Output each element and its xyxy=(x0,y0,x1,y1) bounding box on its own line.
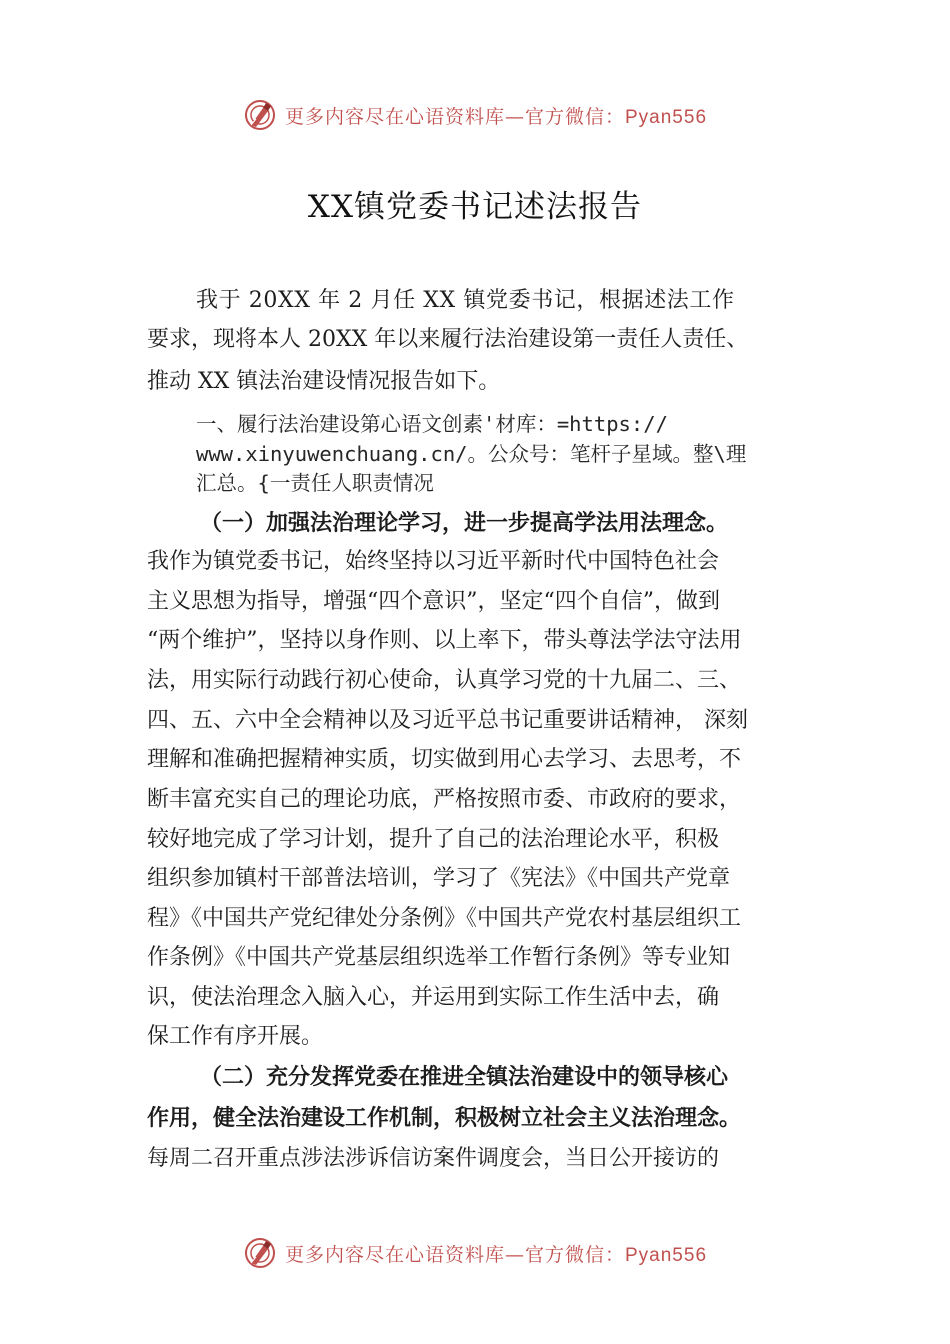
banner-wechat-label: 官方微信： xyxy=(524,1243,625,1266)
banner-wechat-id: Pyan556 xyxy=(625,1244,708,1266)
body-line: 推动 XX 镇法治建设情况报告如下。 xyxy=(147,369,501,394)
body-line: 法，用实际行动践行初心使命，认真学习党的十九届二、三、 xyxy=(147,668,742,693)
body-line: 作条例》《中国共产党基层组织选举工作暂行条例》等专业知 xyxy=(147,945,731,970)
body-line-mono: www.xinyuwenchuang.cn/。公众号：笔杆子星域。整\理 xyxy=(196,442,747,466)
header-banner xyxy=(0,95,950,135)
pen-nib-logo-icon xyxy=(243,1236,277,1270)
body-line: 每周二召开重点涉法涉诉信访案件调度会，当日公开接访的 xyxy=(147,1146,720,1171)
body-line: 主义思想为指导，增强“四个意识”，坚定“四个自信”，做到 xyxy=(147,589,720,614)
body-line-mono: 汇总。{一责任人职责情况 xyxy=(196,471,434,495)
body-line-mono: 一、履行法治建设第心语文创素'材库：=https:// xyxy=(196,412,668,436)
banner-text xyxy=(285,102,707,129)
body-line: 断丰富充实自己的理论功底，严格按照市委、市政府的要求， xyxy=(147,787,742,812)
body-line: 要求，现将本人 20XX 年以来履行法治建设第一责任人责任、 xyxy=(147,327,749,352)
body-line: 程》《中国共产党纪律处分条例》《中国共产党农村基层组织工 xyxy=(147,906,742,931)
body-line: 我于 20XX 年 2 月任 XX 镇党委书记，根据述法工作 xyxy=(196,288,735,313)
body-line: 四、五、六中全会精神以及习近平总书记重要讲话精神， 深刻 xyxy=(147,708,748,733)
body-line: 我作为镇党委书记，始终坚持以习近平新时代中国特色社会 xyxy=(147,549,720,574)
section-heading-2-cont: 作用，健全法治建设工作机制，积极树立社会主义法治理念。 xyxy=(147,1105,742,1131)
page-title: XX镇党委书记述法报告 xyxy=(307,189,643,225)
body-line: “两个维护”，坚持以身作则、以上率下，带头尊法学法守法用 xyxy=(147,628,742,653)
body-line: 保工作有序开展。 xyxy=(147,1024,324,1049)
banner-separator: — xyxy=(504,105,525,128)
body-line: 组织参加镇村干部普法培训，学习了《宪法》《中国共产党章 xyxy=(147,866,731,891)
banner-separator: — xyxy=(504,1243,525,1266)
body-line: 较好地完成了学习计划，提升了自己的法治理论水平，积极 xyxy=(147,827,720,852)
section-heading-2: （二）充分发挥党委在推进全镇法治建设中的领导核心 xyxy=(200,1064,729,1090)
banner-wechat-label: 官方微信： xyxy=(524,105,625,128)
body-line: 理解和准确把握精神实质，切实做到用心去学习、去思考，不 xyxy=(147,747,742,772)
pen-nib-logo-icon xyxy=(243,98,277,132)
banner-library-text: 更多内容尽在心语资料库 xyxy=(284,105,505,128)
banner-library-text: 更多内容尽在心语资料库 xyxy=(284,1243,505,1266)
banner-text xyxy=(285,1240,707,1267)
body-line: 识，使法治理念入脑入心，并运用到实际工作生活中去，确 xyxy=(147,985,720,1010)
banner-wechat-id: Pyan556 xyxy=(625,106,708,128)
footer-banner xyxy=(0,1233,950,1273)
section-heading-1: （一）加强法治理论学习，进一步提高学法用法理念。 xyxy=(200,510,729,536)
